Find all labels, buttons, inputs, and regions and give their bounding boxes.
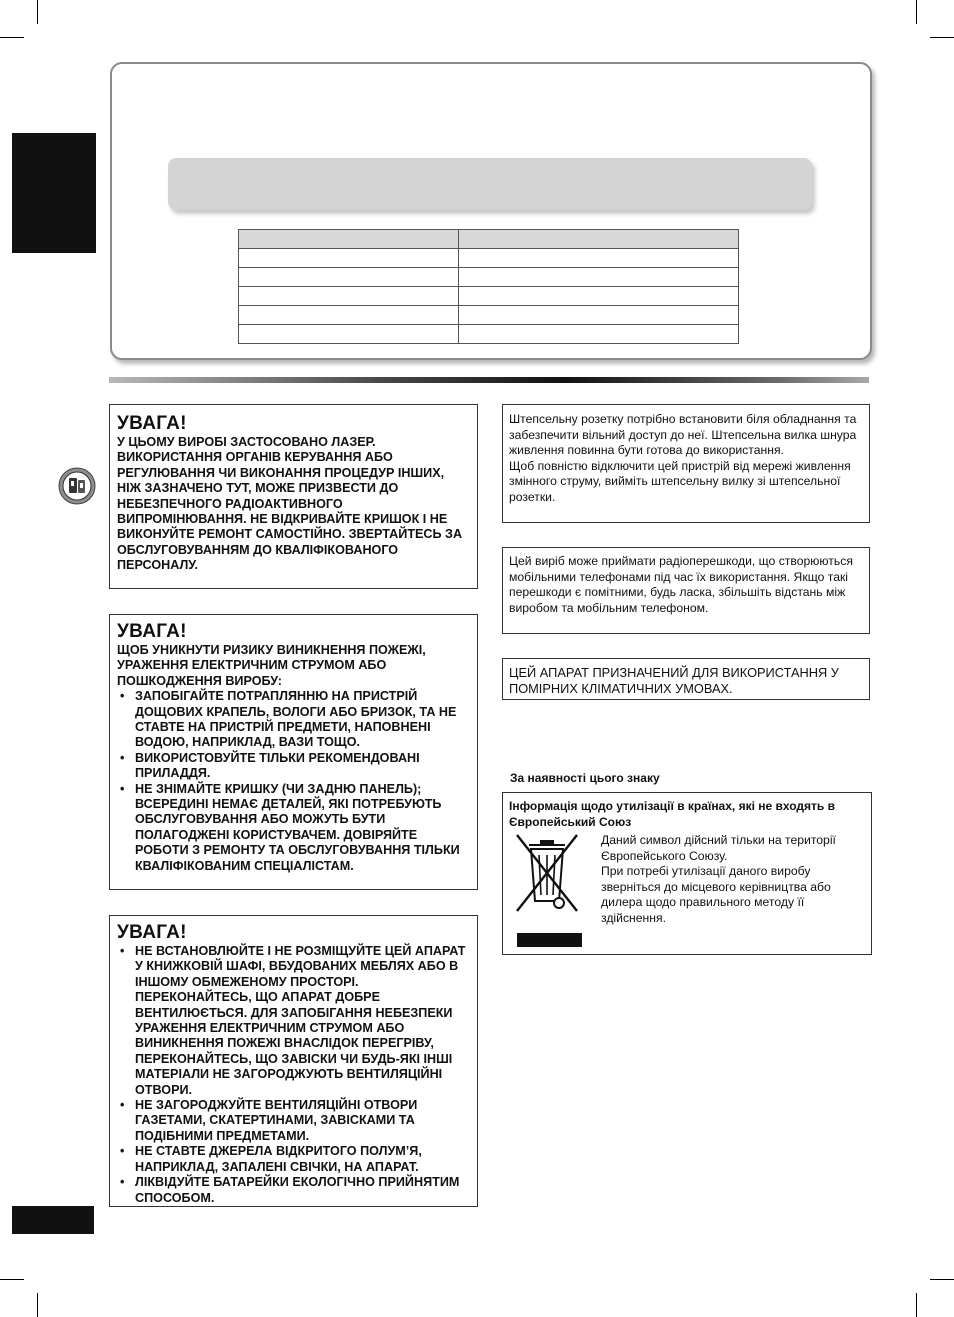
- climate-note-box: [502, 658, 870, 700]
- language-side-tab: [12, 133, 96, 253]
- outlet-note-text: Щоб повністю відключити цей пристрій від мережі живлення змінного струму, вийміть штепсельну вилку зі штепсельної розетки.: [509, 458, 851, 504]
- table-cell: [239, 249, 459, 268]
- table-row: [239, 306, 739, 325]
- warning-text: У ЦЬОМУ ВИРОБІ ЗАСТОСОВАНО ЛАЗЕР. ВИКОРИСТАННЯ ОРГАНІВ КЕРУВАННЯ АБО РЕГУЛЮВАННЯ ЧИ ВИКОНАННЯ ПРОЦЕДУР ІНШИХ, НІЖ ЗАЗНАЧЕНО ТУТ, МОЖЕ ПРИЗВЕСТИ ДО НЕБЕЗПЕЧНОГО РАДІОАКТИВНОГО ВИПРОМІНЮВАННЯ. НЕ ВІДКРИВАЙТЕ КРИШОК І НЕ ВИКОНУЙТЕ РЕМОНТ САМОСТІЙНО. ЗВЕРТАЙТЕСЬ ЗА ОБСЛУГОВУВАННЯМ ДО КВАЛІФІКОВАНОГО ПЕРСОНАЛУ.: [117, 435, 463, 573]
- list-item: • ЛІКВІДУЙТЕ БАТАРЕЙКИ ЕКОЛОГІЧНО ПРИЙНЯТИМ СПОСОБОМ.: [117, 1175, 470, 1206]
- header-band: [168, 158, 812, 210]
- list-item: • НЕ ЗАГОРОДЖУЙТЕ ВЕНТИЛЯЦІЙНІ ОТВОРИ ГАЗЕТАМИ, СКАТЕРТИНАМИ, ЗАВІСКАМИ ТА ПОДІБНИМИ ПРЕДМЕТАМИ.: [117, 1098, 470, 1144]
- disposal-heading: Інформація щодо утилізації в країнах, які не входять в Європейський Союз: [509, 799, 836, 829]
- crop-mark: [916, 0, 917, 24]
- table-cell: [239, 306, 459, 325]
- radio-note-text: Цей виріб може приймати радіоперешкоди, що створюються мобільними телефонами під час їх використання. Якщо такі перешкоди є помітними, будь ласка, збільшіть відстань між виробом та мобільним телефоном.: [509, 554, 853, 615]
- disposal-info-box: [502, 792, 872, 955]
- disposal-text: При потребі утилізації даного виробу зверніться до місцевого керівництва або дилера щодо правильного методу її здійснення.: [601, 864, 831, 925]
- radio-interference-note-box: [502, 547, 870, 634]
- table-cell: [459, 249, 739, 268]
- table-cell: [459, 306, 739, 325]
- crop-mark: [930, 37, 954, 38]
- list-item: • НЕ ЗНІМАЙТЕ КРИШКУ (ЧИ ЗАДНЮ ПАНЕЛЬ); ВСЕРЕДИНІ НЕМАЄ ДЕТАЛЕЙ, ЯКІ ПОТРЕБУЮТЬ ОБСЛУГОВУВАННЯ АБО МОЖУТЬ БУТИ ПОЛАГОДЖЕНІ КОРИСТУВАЧЕМ. ДОВІРЯЙТЕ РОБОТИ З РЕМОНТУ ТА ОБСЛУГОВУВАННЯ ТІЛЬКИ КВАЛІФІКОВАНИМ СПЕЦІАЛІСТАМ.: [117, 782, 470, 874]
- table-row: [239, 249, 739, 268]
- table-cell: [239, 230, 459, 249]
- outlet-note-box: [502, 404, 870, 523]
- crop-mark: [37, 1293, 38, 1317]
- crop-mark: [0, 1279, 24, 1280]
- ventilation-warning-box: [109, 915, 478, 1207]
- warning-intro: ЩОБ УНИКНУТИ РИЗИКУ ВИНИКНЕННЯ ПОЖЕЖІ, УРАЖЕННЯ ЕЛЕКТРИЧНИМ СТРУМОМ АБО ПОШКОДЖЕННЯ ВИРОБУ:: [117, 643, 426, 688]
- laser-warning-box: [109, 404, 478, 589]
- outlet-note-text: Штепсельну розетку потрібно встановити біля обладнання та забезпечити вільний доступ до неї. Штепсельна вилка шнура живлення повинна бути готова до використання.: [509, 412, 857, 457]
- table-cell: [459, 230, 739, 249]
- list-item: • НЕ ВСТАНОВЛЮЙТЕ І НЕ РОЗМІЩУЙТЕ ЦЕЙ АПАРАТ У КНИЖКОВІЙ ШАФІ, ВБУДОВАНИХ МЕБЛЯХ АБО В ІНШОМУ ОБМЕЖЕНОМУ ПРОСТОРІ. ПЕРЕКОНАЙТЕСЬ, ЩО АПАРАТ ДОБРЕ ВЕНТИЛЮЄТЬСЯ. ДЛЯ ЗАПОБІГАННЯ НЕБЕЗПЕКИ УРАЖЕННЯ ЕЛЕКТРИЧНИМ СТРУМОМ АБО ВИНИКНЕННЯ ПОЖЕЖІ ВНАСЛІДОК ПЕРЕГРІВУ, ПЕРЕКОНАЙТЕСЬ, ЩО ЗАВІСКИ ЧИ БУДЬ-ЯКІ ІНШІ МАТЕРІАЛИ НЕ ЗАГОРОДЖУЮТЬ ВЕНТИЛЯЦІЙНІ ОТВОРИ.: [117, 944, 470, 1098]
- table-cell: [239, 325, 459, 344]
- crop-mark: [0, 37, 24, 38]
- table-row: [239, 325, 739, 344]
- list-item: • ЗАПОБІГАЙТЕ ПОТРАПЛЯННЮ НА ПРИСТРІЙ ДОЩОВИХ КРАПЕЛЬ, ВОЛОГИ АБО БРИЗОК, ТА НЕ СТАВТЕ НА ПРИСТРІЙ ПРЕДМЕТИ, НАПОВНЕНІ ВОДОЮ, НАПРИКЛАД, ВАЗИ ТОЩО.: [117, 689, 470, 751]
- section-divider: [109, 377, 869, 383]
- sign-label: За наявності цього знаку: [510, 771, 660, 785]
- climate-note-text: ЦЕЙ АПАРАТ ПРИЗНАЧЕНИЙ ДЛЯ ВИКОРИСТАННЯ У ПОМІРНИХ КЛІМАТИЧНИХ УМОВАХ.: [509, 665, 839, 696]
- table-cell: [459, 268, 739, 287]
- laser-product-icon: [58, 467, 96, 505]
- table-cell: [239, 287, 459, 306]
- table-cell: [459, 287, 739, 306]
- spec-table: [238, 229, 739, 344]
- black-bar: [517, 933, 582, 947]
- disposal-text: Даний символ дійсний тільки на території Європейського Союзу.: [601, 833, 836, 863]
- crop-mark: [916, 1293, 917, 1317]
- crop-mark: [930, 1279, 954, 1280]
- list-item: • ВИКОРИСТОВУЙТЕ ТІЛЬКИ РЕКОМЕНДОВАНІ ПРИЛАДДЯ.: [117, 751, 470, 782]
- fire-shock-warning-box: [109, 614, 478, 890]
- list-item: • НЕ СТАВТЕ ДЖЕРЕЛА ВІДКРИТОГО ПОЛУМ’Я, НАПРИКЛАД, ЗАПАЛЕНІ СВІЧКИ, НА АПАРАТ.: [117, 1144, 470, 1175]
- warning-title: УВАГА!: [117, 922, 187, 943]
- table-header-row: [239, 230, 739, 249]
- crossed-out-wheelie-bin-icon: [509, 831, 583, 915]
- warning-list: [117, 689, 470, 874]
- table-row: [239, 287, 739, 306]
- warning-title: УВАГА!: [117, 621, 187, 642]
- crop-mark: [37, 0, 38, 24]
- warning-title: УВАГА!: [117, 413, 187, 434]
- table-cell: [459, 325, 739, 344]
- warning-list: [117, 944, 470, 1206]
- disposal-body: [601, 833, 871, 926]
- table-cell: [239, 268, 459, 287]
- table-row: [239, 268, 739, 287]
- page-number-tab: [12, 1206, 94, 1234]
